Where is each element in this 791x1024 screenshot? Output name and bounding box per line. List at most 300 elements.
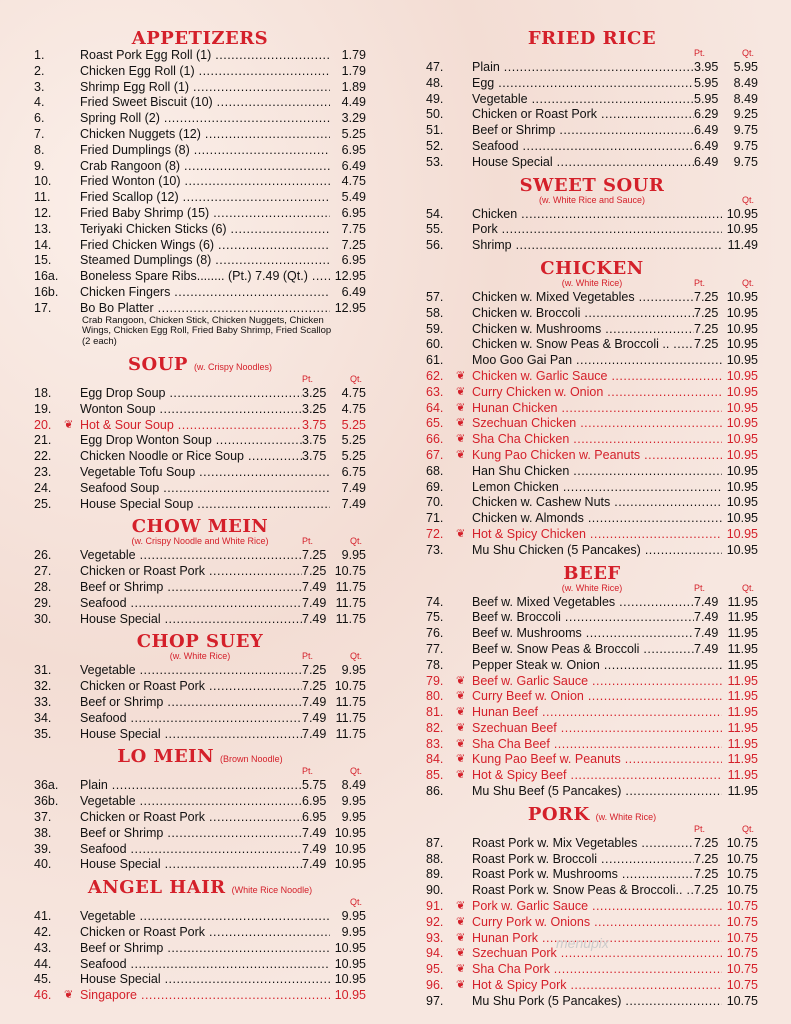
item-price-quart: 8.49 (733, 91, 758, 106)
item-price-quart: 9.95 (341, 909, 366, 924)
item-name: Chicken Nuggets (12) ..... (80, 127, 330, 143)
menu-item (426, 962, 758, 978)
item-name: Pork w. Garlic Sauce ..... (472, 899, 722, 915)
item-price-pint: 7.49 (694, 626, 719, 641)
menu-item (34, 695, 366, 711)
item-price-quart: 10.95 (726, 353, 758, 368)
menu-item (426, 915, 758, 931)
item-number: 54. (426, 206, 444, 221)
item-name: Szechuan Pork ..... (472, 946, 722, 962)
item-name: Beef w. Garlic Sauce ..... (472, 674, 722, 690)
item-name: Pork ..... (472, 222, 722, 238)
item-name: Curry Beef w. Onion ..... (472, 689, 722, 705)
menu-item (34, 80, 366, 96)
item-name: Mu Shu Chicken (5 Pancakes) ..... (472, 543, 722, 559)
item-name: Beef or Shrimp ..... (472, 123, 694, 139)
item-price-pint: 3.75 (302, 449, 327, 464)
item-number: 44. (34, 956, 52, 971)
item-name: House Special ..... (80, 727, 302, 743)
item-name: Boneless Spare Ribs........ (Pt.) 7.49 (Qt.) ..... (80, 269, 330, 285)
item-name: Hot & Spicy Beef ..... (472, 768, 722, 784)
section-appetizers (34, 30, 366, 347)
menu-item (426, 721, 758, 737)
item-price-quart: 9.95 (341, 794, 366, 809)
item-price-quart: 5.95 (733, 60, 758, 74)
item-name: Chicken or Roast Pork ..... (80, 810, 302, 826)
item-price-quart: 5.25 (341, 126, 366, 141)
item-name: Fried Wonton (10) ..... (80, 174, 330, 190)
menu-item (426, 385, 758, 401)
item-price-quart: 9.75 (733, 154, 758, 169)
item-name: Beef w. Mushrooms ..... (472, 626, 694, 642)
item-number: 37. (34, 809, 52, 824)
item-number: 41. (34, 909, 52, 924)
item-price-pint: 6.49 (694, 138, 719, 153)
pepper-icon: ❦ (456, 369, 466, 382)
menu-item (426, 464, 758, 480)
qt-header: Qt. (741, 823, 754, 834)
menu-item (34, 386, 366, 402)
section-note: (w. White Rice) (561, 277, 623, 288)
pt-header: Pt. (694, 582, 706, 593)
item-number: 92. (426, 914, 444, 929)
section-pork (426, 800, 758, 1010)
item-number: 18. (34, 386, 52, 401)
section-heading (426, 257, 758, 279)
price-header (426, 195, 758, 207)
item-name: Vegetable ..... (80, 794, 302, 810)
item-price-pint: 7.25 (302, 663, 327, 678)
section-beef (426, 559, 758, 800)
menu-item (34, 48, 366, 64)
item-name: Chicken w. Cashew Nuts ..... (472, 495, 722, 511)
menu-item (34, 238, 366, 254)
item-name: Fried Sweet Biscuit (10) ..... (80, 95, 330, 111)
section-fried-rice (426, 30, 758, 171)
item-number: 51. (426, 123, 444, 138)
menu-item (34, 269, 366, 285)
item-name: Chicken or Roast Pork ..... (80, 925, 330, 941)
menu-item (34, 663, 366, 679)
item-number: 11. (34, 190, 51, 205)
item-price-pint: 7.25 (694, 337, 719, 352)
section-heading (34, 633, 366, 651)
item-number: 79. (426, 673, 444, 688)
item-number: 32. (34, 679, 52, 694)
item-number: 25. (34, 496, 52, 511)
item-name: Chicken Egg Roll (1) ..... (80, 64, 330, 80)
item-number: 58. (426, 305, 444, 320)
item-price-quart: 10.75 (726, 946, 758, 961)
item-name: Seafood Soup ..... (80, 481, 330, 497)
price-header (34, 374, 366, 386)
pepper-icon: ❦ (456, 674, 466, 687)
pepper-icon: ❦ (456, 417, 466, 430)
menu-item (426, 674, 758, 690)
item-number: 34. (34, 710, 52, 725)
item-name: Vegetable ..... (472, 92, 694, 108)
menu-item (426, 527, 758, 543)
item-number: 82. (426, 720, 444, 735)
item-name: Chicken w. Snow Peas & Broccoli .. ..... (472, 337, 694, 353)
price-header (34, 766, 366, 778)
item-name: Sha Cha Pork ..... (472, 962, 722, 978)
item-name: Chicken w. Mushrooms ..... (472, 322, 694, 338)
item-number: 2. (34, 63, 45, 78)
item-price-quart: 4.75 (341, 174, 366, 189)
price-header (426, 48, 758, 60)
item-name: Roast Pork w. Mushrooms ..... (472, 867, 694, 883)
item-number: 6. (34, 111, 45, 126)
item-number: 45. (34, 972, 52, 987)
item-price-quart: 11.95 (727, 752, 758, 767)
item-name: Curry Chicken w. Onion ..... (472, 385, 722, 401)
pepper-icon: ❦ (456, 401, 466, 414)
item-name: Pepper Steak w. Onion ..... (472, 658, 722, 674)
menu-item (34, 418, 366, 434)
qt-header: Qt. (349, 374, 362, 385)
item-name: Fried Dumplings (8) ..... (80, 143, 330, 159)
section-title: FRIED RICE (527, 28, 657, 49)
menu-item (426, 867, 758, 883)
item-price-pint: 6.29 (694, 107, 719, 122)
item-number: 68. (426, 463, 444, 478)
item-price-quart: 3.29 (341, 111, 366, 126)
menu-item (426, 60, 758, 76)
item-name: Steamed Dumplings (8) ..... (80, 253, 330, 269)
item-name: Chicken w. Almonds ..... (472, 511, 722, 527)
item-name: Fried Chicken Wings (6) ..... (80, 238, 330, 254)
item-number: 72. (426, 526, 444, 541)
qt-header: Qt. (349, 536, 362, 547)
section-chow-mein (34, 512, 366, 627)
item-number: 47. (426, 60, 444, 74)
menu-item (426, 139, 758, 155)
pt-header: Pt. (302, 766, 314, 777)
item-price-quart: 9.95 (341, 809, 366, 824)
section-heading (34, 518, 366, 536)
item-name: Sha Cha Beef ..... (472, 737, 722, 753)
item-price-quart: 7.75 (341, 221, 366, 236)
item-price-pint: 7.49 (302, 857, 327, 872)
item-name: Wonton Soup ..... (80, 402, 302, 418)
menu-item (34, 778, 366, 794)
item-price-quart: 10.95 (726, 321, 758, 336)
menu-item (426, 689, 758, 705)
section-note: (White Rice Noodle) (231, 885, 313, 896)
section-title: APPETIZERS (131, 28, 269, 49)
item-price-quart: 10.75 (726, 883, 758, 898)
item-price-quart: 1.89 (341, 79, 366, 94)
item-number: 24. (34, 480, 52, 495)
item-price-pint: 7.25 (302, 564, 327, 579)
item-name: Vegetable ..... (80, 909, 330, 925)
menu-item (426, 511, 758, 527)
item-price-quart: 9.95 (341, 663, 366, 678)
item-name: Fried Scallop (12) ..... (80, 190, 330, 206)
item-price-quart: 11.95 (727, 689, 758, 704)
menu-item (34, 679, 366, 695)
item-price-pint: 7.25 (694, 321, 719, 336)
pepper-icon: ❦ (64, 418, 74, 431)
section-title: LO MEIN (117, 746, 215, 768)
menu-item (426, 337, 758, 353)
section-heading (426, 803, 758, 825)
item-price-quart: 6.95 (341, 253, 366, 268)
section-note: (w. Crispy Noodle and White Rice) (131, 536, 269, 547)
price-header (426, 278, 758, 290)
menu-item (34, 727, 366, 743)
menu-item (34, 497, 366, 513)
item-price-quart: 10.95 (334, 857, 366, 872)
item-number: 13. (34, 221, 52, 236)
menu-item (34, 95, 366, 111)
item-price-quart: 10.95 (334, 988, 366, 1003)
item-name: Bo Bo Platter ..... (80, 301, 330, 317)
item-price-quart: 11.95 (727, 736, 758, 751)
price-header (34, 897, 366, 909)
menu-item (34, 222, 366, 238)
menu-item (34, 111, 366, 127)
menu-item (426, 401, 758, 417)
section-note: (w. White Rice) (169, 651, 231, 662)
section-title: CHOW MEIN (131, 516, 269, 538)
item-name: Beef w. Broccoli ..... (472, 610, 694, 626)
item-name: Mu Shu Beef (5 Pancakes) ..... (472, 784, 722, 800)
item-price-quart: 10.75 (334, 564, 366, 579)
right-column (426, 30, 758, 1010)
qt-header: Qt. (349, 897, 362, 908)
item-name: House Special ..... (80, 857, 302, 873)
item-price-pint: 5.95 (694, 91, 719, 106)
menu-item (34, 402, 366, 418)
item-name: Hot & Spicy Pork ..... (472, 978, 722, 994)
item-price-quart: 11.95 (727, 768, 758, 783)
menu-item (426, 290, 758, 306)
item-price-quart: 10.95 (334, 940, 366, 955)
menu-item (426, 495, 758, 511)
item-price-quart: 10.75 (726, 835, 758, 850)
item-number: 67. (426, 447, 444, 462)
item-number: 23. (34, 465, 52, 480)
item-name: Hunan Chicken ..... (472, 401, 722, 417)
pepper-icon: ❦ (456, 947, 466, 960)
menu-item (34, 64, 366, 80)
item-name: Chicken Noodle or Rice Soup ..... (80, 449, 302, 465)
item-number: 62. (426, 368, 444, 383)
menu-item (34, 842, 366, 858)
item-price-quart: 11.75 (335, 726, 366, 741)
menu-item (426, 222, 758, 238)
item-name: Plain ..... (472, 60, 694, 76)
item-name: House Special ..... (80, 972, 330, 988)
qt-header: Qt. (741, 194, 754, 205)
section-chicken (426, 254, 758, 559)
item-price-quart: 5.25 (341, 433, 366, 448)
menu-item (426, 784, 758, 800)
item-price-quart: 10.95 (726, 222, 758, 237)
menu-item (34, 301, 366, 317)
item-price-quart: 10.75 (726, 962, 758, 977)
menu-item (34, 972, 366, 988)
menu-item (34, 564, 366, 580)
pepper-icon: ❦ (456, 753, 466, 766)
price-header (426, 583, 758, 595)
item-name: Seafood ..... (80, 711, 302, 727)
item-name: Teriyaki Chicken Sticks (6) ..... (80, 222, 330, 238)
section-sweet-sour (426, 171, 758, 254)
menu-item (34, 857, 366, 873)
item-price-quart: 11.95 (727, 641, 758, 656)
section-title: ANGEL HAIR (87, 877, 226, 899)
menu-item (426, 836, 758, 852)
item-price-quart: 11.95 (727, 673, 758, 688)
item-price-pint: 7.49 (694, 594, 719, 609)
item-number: 61. (426, 353, 444, 368)
item-price-pint: 3.25 (302, 386, 327, 401)
item-price-quart: 6.49 (341, 158, 366, 173)
item-number: 96. (426, 978, 444, 993)
menu-item (34, 925, 366, 941)
section-chop-suey (34, 627, 366, 742)
item-name: Beef or Shrimp ..... (80, 580, 302, 596)
item-number: 21. (34, 433, 52, 448)
item-number: 73. (426, 542, 444, 557)
item-price-quart: 10.95 (726, 511, 758, 526)
menu-item (426, 322, 758, 338)
item-number: 28. (34, 580, 52, 595)
item-price-quart: 11.75 (335, 710, 366, 725)
pepper-icon: ❦ (456, 931, 466, 944)
menu-item (426, 899, 758, 915)
pt-header: Pt. (302, 374, 314, 385)
menu-item (426, 432, 758, 448)
item-number: 16b. (34, 284, 59, 299)
item-name: Mu Shu Pork (5 Pancakes) ..... (472, 994, 722, 1010)
item-price-quart: 10.75 (726, 867, 758, 882)
section-title: CHOP SUEY (136, 631, 264, 653)
menu-item (34, 826, 366, 842)
menu-item (34, 159, 366, 175)
item-price-quart: 10.95 (726, 479, 758, 494)
item-price-quart: 7.49 (341, 496, 366, 511)
item-number: 66. (426, 432, 444, 447)
item-price-pint: 5.95 (694, 75, 719, 90)
item-name: Curry Pork w. Onions ..... (472, 915, 722, 931)
menu-item (426, 978, 758, 994)
item-price-quart: 1.79 (341, 48, 366, 62)
qt-header: Qt. (741, 582, 754, 593)
left-column (34, 30, 366, 1004)
section-heading (34, 879, 366, 897)
menu-item (34, 190, 366, 206)
menu-item (426, 107, 758, 123)
item-number: 38. (34, 825, 52, 840)
menu-item (34, 465, 366, 481)
item-number: 22. (34, 449, 52, 464)
section-note: (w. Crispy Noodles) (193, 362, 272, 373)
item-number: 90. (426, 883, 444, 898)
item-price-pint: 7.49 (302, 841, 327, 856)
item-number: 30. (34, 611, 52, 626)
menu-item (34, 988, 366, 1004)
item-price-quart: 10.95 (726, 447, 758, 462)
item-name: Roast Pork w. Mix Vegetables ..... (472, 836, 694, 852)
item-number: 8. (34, 142, 45, 157)
menu-item (34, 548, 366, 564)
item-number: 78. (426, 657, 444, 672)
item-name: Beef w. Snow Peas & Broccoli ..... (472, 642, 694, 658)
item-price-quart: 5.25 (341, 449, 366, 464)
item-number: 46. (34, 988, 52, 1003)
item-number: 95. (426, 962, 444, 977)
section-heading (426, 562, 758, 584)
section-title: PORK (527, 803, 590, 825)
item-number: 3. (34, 79, 45, 94)
item-price-quart: 10.75 (726, 851, 758, 866)
item-name: Spring Roll (2) ..... (80, 111, 330, 127)
item-name: Han Shu Chicken ..... (472, 464, 722, 480)
menu-item (426, 642, 758, 658)
item-number: 89. (426, 867, 444, 882)
item-price-quart: 8.49 (733, 75, 758, 90)
item-price-pint: 7.25 (694, 289, 719, 304)
item-name: Chicken Fingers ..... (80, 285, 330, 301)
item-name: Vegetable Tofu Soup ..... (80, 465, 330, 481)
section-note: (w. White Rice) (595, 811, 657, 822)
item-price-quart: 5.49 (341, 190, 366, 205)
section-lo-mein (34, 742, 366, 873)
item-name: Beef or Shrimp ..... (80, 826, 302, 842)
item-price-quart: 10.95 (726, 368, 758, 383)
menu-item (426, 76, 758, 92)
menu-item (34, 941, 366, 957)
item-name: Roast Pork w. Broccoli ..... (472, 852, 694, 868)
section-soup (34, 350, 366, 512)
item-price-pint: 3.75 (302, 417, 327, 432)
item-price-quart: 10.95 (726, 432, 758, 447)
item-name: Szechuan Chicken ..... (472, 416, 722, 432)
item-number: 31. (34, 663, 52, 678)
menu-item (426, 353, 758, 369)
section-title: CHICKEN (540, 257, 644, 279)
menu-item (426, 626, 758, 642)
item-price-quart: 10.95 (726, 542, 758, 557)
item-price-pint: 7.49 (694, 641, 719, 656)
menu-item (426, 448, 758, 464)
item-name: Fried Baby Shrimp (15) ..... (80, 206, 330, 222)
item-number: 14. (34, 237, 52, 252)
item-number: 64. (426, 400, 444, 415)
item-price-quart: 9.75 (733, 123, 758, 138)
menu-item (426, 306, 758, 322)
item-number: 94. (426, 946, 444, 961)
item-name: Sha Cha Chicken ..... (472, 432, 722, 448)
item-name: Chicken ..... (472, 207, 722, 223)
item-price-quart: 11.49 (727, 238, 758, 253)
section-note: (w. White Rice and Sauce) (538, 194, 646, 205)
menu-item (34, 449, 366, 465)
item-number: 56. (426, 238, 444, 253)
menu-item (426, 595, 758, 611)
item-name: House Special ..... (472, 155, 694, 171)
item-name: Shrimp Egg Roll (1) ..... (80, 80, 330, 96)
item-price-quart: 10.95 (726, 416, 758, 431)
item-price-quart: 11.75 (335, 695, 366, 709)
pepper-icon: ❦ (456, 448, 466, 461)
menu-item (34, 794, 366, 810)
item-name: Chicken or Roast Pork ..... (472, 107, 694, 123)
